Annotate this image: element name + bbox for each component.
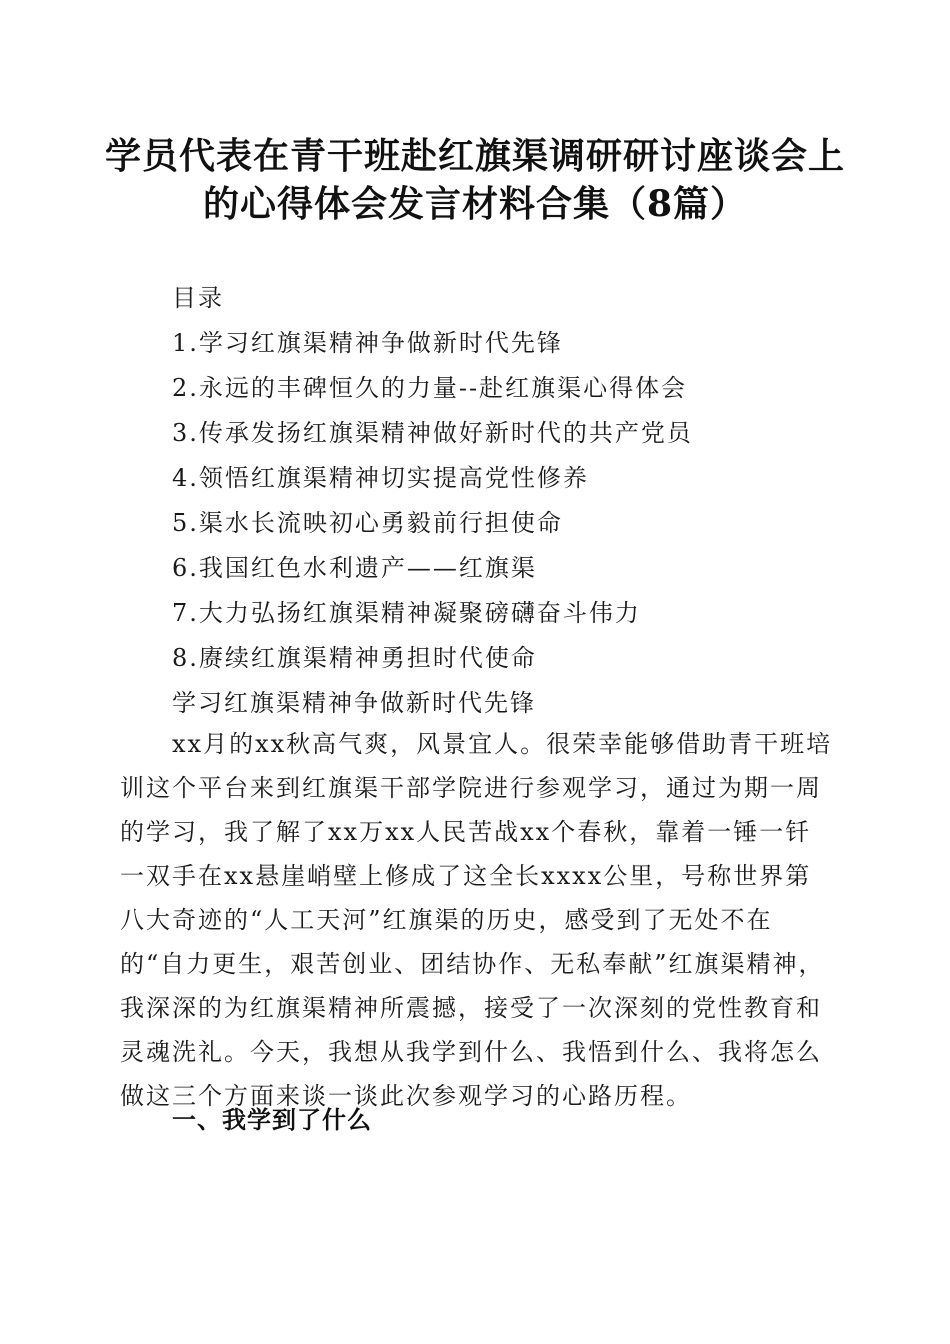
toc-heading: 目录 xyxy=(172,284,224,312)
paragraph-line: 一双手在xx悬崖峭壁上修成了这全长xxxx公里，号称世界第 xyxy=(120,862,812,890)
paragraph-line: 我深深的为红旗渠精神所震撼，接受了一次深刻的党性教育和 xyxy=(120,994,822,1022)
toc-item-4: 4.领悟红旗渠精神切实提高党性修养 xyxy=(172,464,589,492)
paragraph-line: 灵魂洗礼。今天，我想从我学到什么、我悟到什么、我将怎么 xyxy=(120,1038,822,1066)
paragraph-line: 训这个平台来到红旗渠干部学院进行参观学习，通过为期一周 xyxy=(120,774,822,802)
paragraph-line: 八大奇迹的“人工天河”红旗渠的历史，感受到了无处不在 xyxy=(120,906,773,934)
table-of-contents xyxy=(172,276,872,726)
title-line-1: 学员代表在青干班赴红旗渠调研研讨座谈会上 xyxy=(104,135,845,177)
paragraph-line: 做这三个方面来谈一谈此次参观学习的心路历程。 xyxy=(120,1082,692,1110)
title-line-2: 的心得体会发言材料合集（8篇） xyxy=(202,183,748,225)
body-paragraph xyxy=(120,722,840,1118)
toc-item-8: 8.赓续红旗渠精神勇担时代使命 xyxy=(172,644,537,672)
toc-item-5: 5.渠水长流映初心勇毅前行担使命 xyxy=(172,509,563,537)
paragraph-line: 的“自力更生，艰苦创业、团结协作、无私奉献”红旗渠精神， xyxy=(120,950,825,978)
paragraph-line: xx月的xx秋高气爽，风景宜人。很荣幸能够借助青干班培 xyxy=(120,730,833,758)
toc-item-1: 1.学习红旗渠精神争做新时代先锋 xyxy=(172,329,563,357)
toc-item-3: 3.传承发扬红旗渠精神做好新时代的共产党员 xyxy=(172,419,693,447)
paragraph-line: 的学习，我了解了xx万xx人民苦战xx个春秋，靠着一锤一钎 xyxy=(120,818,812,846)
toc-item-2: 2.永远的丰碑恒久的力量--赴红旗渠心得体会 xyxy=(172,374,688,402)
article-title: 学习红旗渠精神争做新时代先锋 xyxy=(172,689,536,717)
document-title xyxy=(100,132,850,228)
toc-item-7: 7.大力弘扬红旗渠精神凝聚磅礴奋斗伟力 xyxy=(172,599,641,627)
section-heading: 一、我学到了什么 xyxy=(172,1106,372,1134)
toc-item-6: 6.我国红色水利遗产——红旗渠 xyxy=(172,554,537,582)
